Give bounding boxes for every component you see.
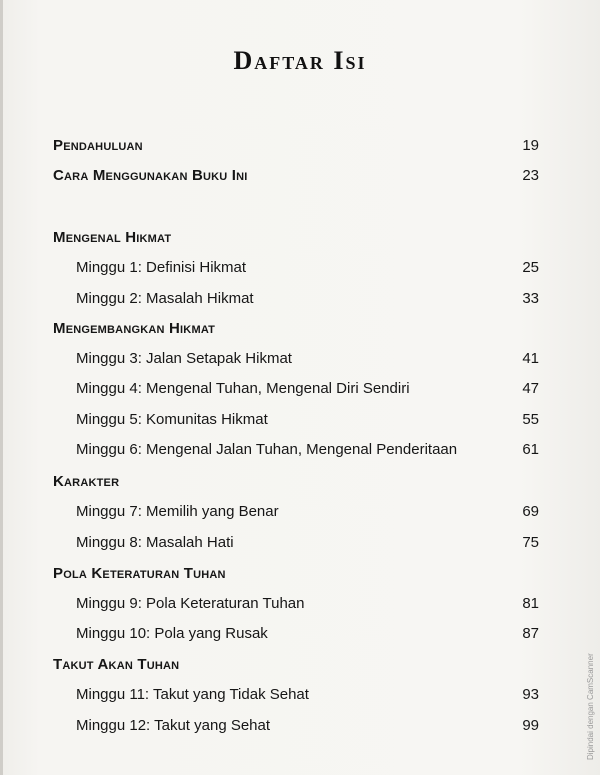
toc-section-mengembangkan-hikmat xyxy=(0,320,600,344)
toc-entry-label: Takut Akan Tuhan xyxy=(53,656,180,673)
toc-entry-label: Pola Keteraturan Tuhan xyxy=(53,565,226,582)
toc-page-number: 55 xyxy=(522,411,539,428)
watermark-text: Dipindai dengan CamScanner xyxy=(586,653,595,760)
toc-page-number: 23 xyxy=(522,167,539,184)
toc-page-number: 41 xyxy=(522,350,539,367)
toc-chapter-minggu-1 xyxy=(0,259,600,283)
toc-page-number: 99 xyxy=(522,717,539,734)
toc-section-karakter xyxy=(0,473,600,497)
toc-chapter-minggu-4 xyxy=(0,380,600,404)
toc-entry-label: Minggu 2: Masalah Hikmat xyxy=(76,290,254,307)
toc-page-number: 61 xyxy=(522,441,539,458)
toc-entry-label: Karakter xyxy=(53,473,120,490)
toc-chapter-minggu-10 xyxy=(0,625,600,649)
toc-page-number: 75 xyxy=(522,534,539,551)
toc-entry-label: Mengenal Hikmat xyxy=(53,229,172,246)
toc-chapter-minggu-7 xyxy=(0,503,600,527)
toc-page-number: 33 xyxy=(522,290,539,307)
toc-page-number: 47 xyxy=(522,380,539,397)
toc-chapter-minggu-9 xyxy=(0,595,600,619)
toc-entry-label: Minggu 12: Takut yang Sehat xyxy=(76,717,271,734)
toc-entry-label: Mengembangkan Hikmat xyxy=(53,320,216,337)
toc-chapter-minggu-5 xyxy=(0,411,600,435)
toc-section-takut-akan-tuhan xyxy=(0,656,600,680)
toc-entry-label: Minggu 9: Pola Keteraturan Tuhan xyxy=(76,595,305,612)
page-title: Daftar Isi xyxy=(233,46,367,75)
toc-entry-label: Minggu 7: Memilih yang Benar xyxy=(76,503,279,520)
toc-page-number: 19 xyxy=(522,137,539,154)
toc-section-cara-menggunakan xyxy=(0,167,600,191)
toc-entry-label: Minggu 6: Mengenal Jalan Tuhan, Mengenal Penderitaan xyxy=(76,441,458,458)
toc-entry-label: Minggu 10: Pola yang Rusak xyxy=(76,625,268,642)
toc-section-pola-keteraturan xyxy=(0,565,600,589)
toc-entry-label: Minggu 11: Takut yang Tidak Sehat xyxy=(76,686,309,703)
toc-entry-label: Cara Menggunakan Buku Ini xyxy=(53,167,248,184)
toc-page-number: 69 xyxy=(522,503,539,520)
toc-chapter-minggu-3 xyxy=(0,350,600,374)
toc-chapter-minggu-11 xyxy=(0,686,600,710)
toc-entry-label: Minggu 3: Jalan Setapak Hikmat xyxy=(76,350,292,367)
toc-chapter-minggu-6 xyxy=(0,441,600,465)
toc-entry-label: Minggu 1: Definisi Hikmat xyxy=(76,259,247,276)
toc-page-number: 25 xyxy=(522,259,539,276)
toc-chapter-minggu-2 xyxy=(0,290,600,314)
toc-entry-label: Pendahuluan xyxy=(53,137,143,154)
toc-section-pendahuluan xyxy=(0,137,600,161)
toc-entry-label: Minggu 4: Mengenal Tuhan, Mengenal Diri Sendiri xyxy=(76,380,410,397)
toc-entry-label: Minggu 5: Komunitas Hikmat xyxy=(76,411,268,428)
scanner-watermark xyxy=(586,640,600,760)
toc-entry-label: Minggu 8: Masalah Hati xyxy=(76,534,234,551)
toc-page-number: 81 xyxy=(522,595,539,612)
toc-chapter-minggu-8 xyxy=(0,534,600,558)
toc-page-number: 93 xyxy=(522,686,539,703)
toc-section-mengenal-hikmat xyxy=(0,229,600,253)
toc-page-number: 87 xyxy=(522,625,539,642)
toc-chapter-minggu-12 xyxy=(0,717,600,741)
